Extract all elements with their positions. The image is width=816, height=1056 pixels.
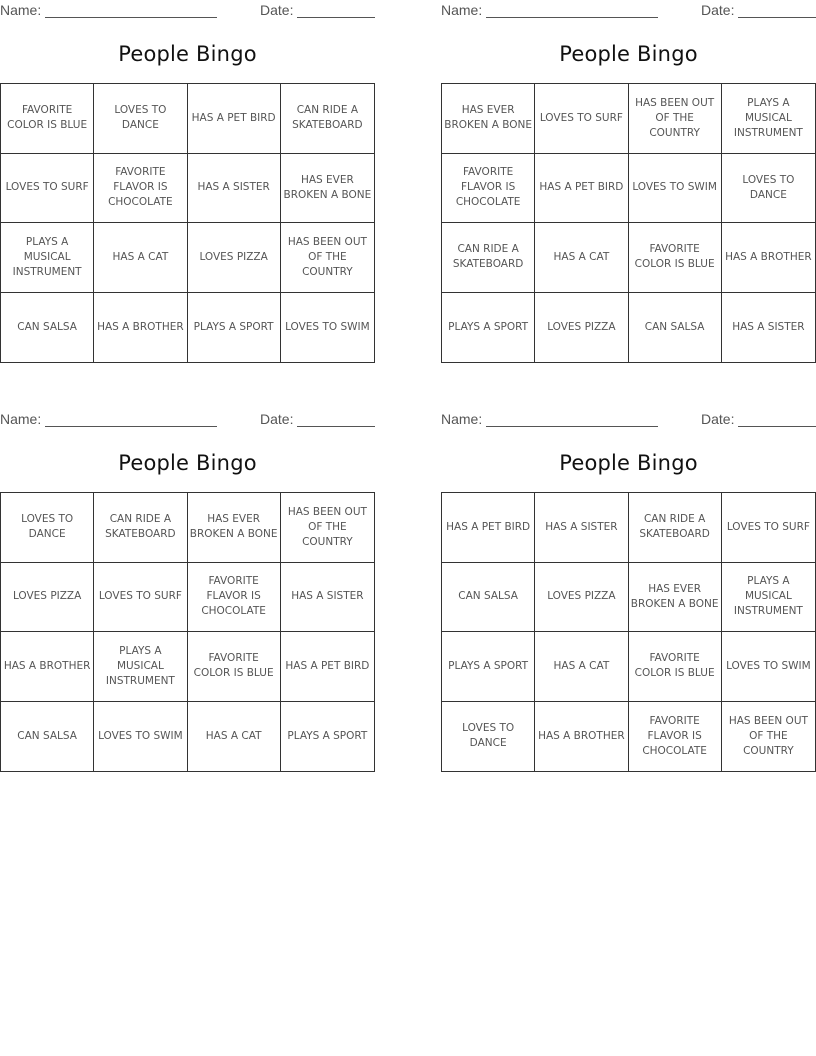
bingo-cell: HAS A SISTER (281, 563, 374, 633)
bingo-cell: HAS A CAT (188, 702, 281, 772)
card-title: People Bingo (559, 451, 698, 475)
bingo-card (0, 409, 375, 781)
card-title: People Bingo (559, 42, 698, 66)
bingo-cell: LOVES PIZZA (1, 563, 94, 633)
bingo-cell: LOVES PIZZA (188, 223, 281, 293)
bingo-cell: HAS A PET BIRD (188, 84, 281, 154)
bingo-cell: HAS A SISTER (188, 154, 281, 224)
bingo-cell: PLAYS A MUSICAL INSTRUMENT (722, 563, 815, 633)
bingo-cell: FAVORITE COLOR IS BLUE (629, 223, 722, 293)
date-label: Date: (260, 411, 294, 427)
name-date-row (441, 2, 816, 20)
card-title: People Bingo (118, 42, 257, 66)
date-label: Date: (260, 2, 294, 18)
name-date-row (441, 411, 816, 429)
bingo-cell: HAS A CAT (535, 632, 628, 702)
bingo-cell: LOVES TO DANCE (722, 154, 815, 224)
bingo-grid (441, 492, 816, 772)
bingo-cell: PLAYS A MUSICAL INSTRUMENT (1, 223, 94, 293)
bingo-cell: HAS BEEN OUT OF THE COUNTRY (281, 493, 374, 563)
bingo-cell: HAS A SISTER (535, 493, 628, 563)
bingo-card (441, 0, 816, 372)
date-field[interactable] (738, 426, 816, 427)
bingo-cell: FAVORITE FLAVOR IS CHOCOLATE (442, 154, 535, 224)
bingo-cell: HAS A CAT (535, 223, 628, 293)
name-date-row (0, 411, 375, 429)
bingo-cell: LOVES TO SURF (535, 84, 628, 154)
bingo-cell: CAN SALSA (442, 563, 535, 633)
name-label: Name: (441, 2, 483, 18)
bingo-cell: LOVES PIZZA (535, 293, 628, 363)
bingo-cell: CAN RIDE A SKATEBOARD (281, 84, 374, 154)
bingo-cell: HAS EVER BROKEN A BONE (442, 84, 535, 154)
bingo-cell: CAN SALSA (1, 293, 94, 363)
date-field[interactable] (738, 17, 816, 18)
date-label: Date: (701, 411, 735, 427)
name-field[interactable] (486, 426, 658, 427)
bingo-cell: FAVORITE FLAVOR IS CHOCOLATE (629, 702, 722, 772)
bingo-card (441, 409, 816, 781)
name-label: Name: (0, 2, 42, 18)
bingo-cell: HAS A SISTER (732, 320, 805, 333)
bingo-cell: LOVES TO DANCE (442, 702, 535, 772)
bingo-cell: CAN RIDE A SKATEBOARD (94, 493, 187, 563)
name-label: Name: (0, 411, 42, 427)
bingo-cell: HAS EVER BROKEN A BONE (629, 563, 722, 633)
bingo-cell: CAN SALSA (1, 702, 94, 772)
bingo-cell: HAS A CAT (94, 223, 187, 293)
bingo-cell: LOVES TO SWIM (629, 154, 722, 224)
bingo-grid (441, 83, 816, 363)
name-date-row (0, 2, 375, 20)
bingo-cell: CAN RIDE A SKATEBOARD (629, 493, 722, 563)
bingo-cell: LOVES PIZZA (535, 563, 628, 633)
bingo-cell: LOVES TO SWIM (285, 320, 370, 333)
bingo-cell: PLAYS A MUSICAL INSTRUMENT (94, 632, 187, 702)
bingo-card (0, 0, 375, 372)
bingo-cell: LOVES TO SWIM (722, 632, 815, 702)
bingo-cell: PLAYS A SPORT (442, 632, 535, 702)
bingo-cell: HAS EVER BROKEN A BONE (281, 154, 374, 224)
name-field[interactable] (486, 17, 658, 18)
bingo-cell: LOVES TO DANCE (1, 493, 94, 563)
bingo-cell: HAS A PET BIRD (442, 493, 535, 563)
bingo-cell: LOVES TO SWIM (94, 702, 187, 772)
bingo-cell: PLAYS A MUSICAL INSTRUMENT (722, 84, 815, 154)
name-label: Name: (441, 411, 483, 427)
bingo-cell: PLAYS A SPORT (442, 293, 535, 363)
bingo-cell: HAS A PET BIRD (281, 632, 374, 702)
bingo-cell: PLAYS A SPORT (287, 729, 368, 742)
bingo-cell: HAS BEEN OUT OF THE COUNTRY (629, 84, 722, 154)
bingo-cell: HAS BEEN OUT OF THE COUNTRY (281, 223, 374, 293)
bingo-cell: HAS A BROTHER (722, 223, 815, 293)
bingo-cell: HAS A PET BIRD (535, 154, 628, 224)
date-field[interactable] (297, 17, 375, 18)
bingo-cell: FAVORITE FLAVOR IS CHOCOLATE (188, 563, 281, 633)
name-field[interactable] (45, 426, 217, 427)
bingo-cell: CAN SALSA (629, 293, 722, 363)
bingo-cell: FAVORITE COLOR IS BLUE (188, 632, 281, 702)
bingo-cell: FAVORITE FLAVOR IS CHOCOLATE (94, 154, 187, 224)
bingo-cell: HAS EVER BROKEN A BONE (188, 493, 281, 563)
bingo-cell: HAS A BROTHER (94, 293, 187, 363)
bingo-grid (0, 492, 375, 772)
date-label: Date: (701, 2, 735, 18)
bingo-cell: FAVORITE COLOR IS BLUE (629, 632, 722, 702)
bingo-grid (0, 83, 375, 363)
bingo-cell: PLAYS A SPORT (188, 293, 281, 363)
date-field[interactable] (297, 426, 375, 427)
bingo-cell: HAS A BROTHER (535, 702, 628, 772)
bingo-cell: LOVES TO SURF (1, 154, 94, 224)
bingo-cell: HAS BEEN OUT OF THE COUNTRY (728, 714, 808, 757)
bingo-cell: FAVORITE COLOR IS BLUE (1, 84, 94, 154)
bingo-cell: LOVES TO SURF (94, 563, 187, 633)
bingo-cell: LOVES TO DANCE (94, 84, 187, 154)
card-title: People Bingo (118, 451, 257, 475)
bingo-cell: LOVES TO SURF (722, 493, 815, 563)
name-field[interactable] (45, 17, 217, 18)
bingo-cell: CAN RIDE A SKATEBOARD (442, 223, 535, 293)
bingo-cell: HAS A BROTHER (1, 632, 94, 702)
